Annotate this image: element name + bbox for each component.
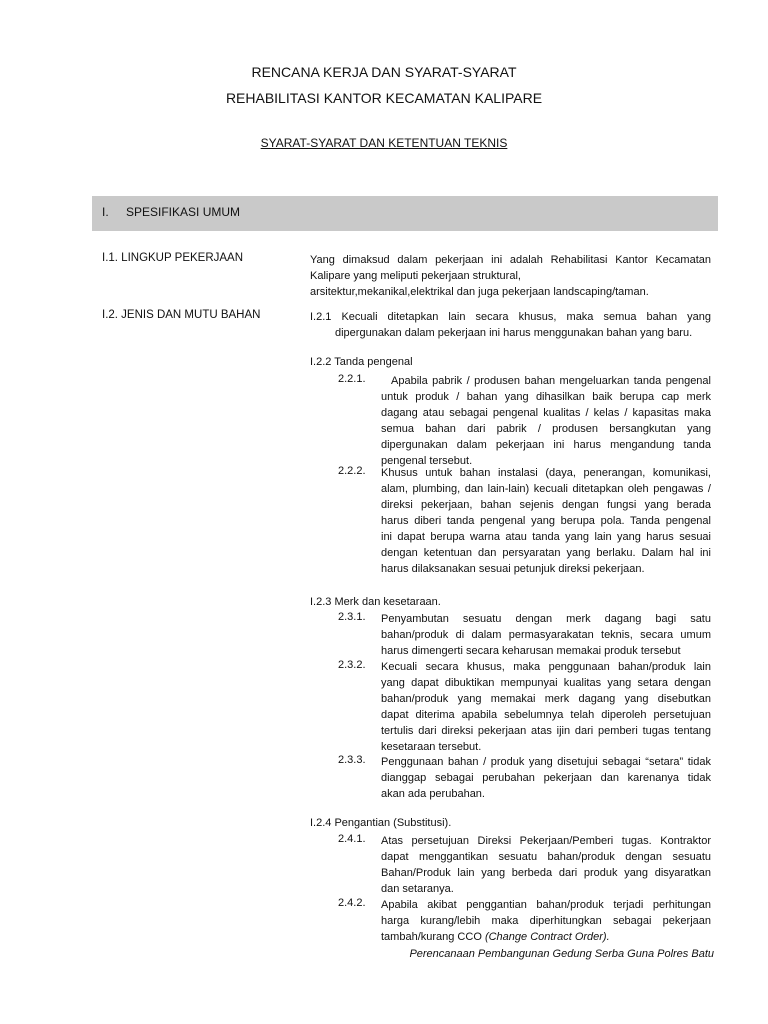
i221-line: Apabila pabrik / produsen bahan mengeluarkan tanda pengenal: [391, 375, 711, 387]
lingkup-line-3: arsitektur,mekanikal,elektrikal dan juga pekerjaan landscaping/taman.: [310, 286, 649, 298]
i21-line-2: dipergunakan dalam pekerjaan ini harus menggunakan bahan yang baru.: [335, 327, 693, 339]
i233-line: akan ada perubahan.: [381, 788, 485, 800]
i232-line: Kecuali secara khusus, maka penggunaan bahan/produk lain: [381, 661, 711, 673]
i241-line: dan setaranya.: [381, 883, 454, 895]
i241-line: Bahan/Produk lain yang berbeda dari produk yang disyaratkan: [381, 867, 711, 879]
i232-number: 2.3.2.: [338, 659, 366, 671]
i231-line: Penyambutan sesuatu dengan merk dagang bagi satu: [381, 613, 711, 625]
i242-paragraph: [381, 897, 711, 945]
section-title: SPESIFIKASI UMUM: [126, 205, 241, 219]
i221-line: pengenal tersebut.: [381, 455, 473, 467]
i232-line: tertulis dari direksi pekerjaan atas ijin dari pemberi tugas tentang: [381, 725, 711, 737]
i231-line: bahan/produk di dalam permasyarakatan teknis, secara umum: [381, 629, 711, 641]
i242-last-plain: tambah/kurang CCO: [381, 931, 485, 943]
i222-paragraph: [381, 465, 711, 577]
i221-number: 2.2.1.: [338, 373, 366, 385]
i222-line: ini dapat berupa warna atau tanda yang lain yang harus sesuai: [381, 531, 711, 543]
i222-line: dengan ketentuan dan persyaratan yang berlaku. Dalam hal ini: [381, 547, 711, 559]
lingkup-line-2: Kalipare yang meliputi pekerjaan struktural,: [310, 270, 521, 282]
i222-line: harus diberi tanda pengenal yang berupa pola. Tanda pengenal: [381, 515, 711, 527]
i242-last-italic: (Change Contract Order).: [484, 931, 610, 943]
i221-line: semua bahan dari pabrik / produsen bersangkutan yang: [381, 423, 711, 435]
i232-line: kesetaraan tersebut.: [381, 741, 482, 753]
i233-paragraph: [381, 754, 711, 802]
i221-line: dagang atau sebagai pengenal kualitas / kelas / kapasitas maka: [381, 407, 711, 419]
i242-line: Apabila akibat penggantian bahan/produk terjadi perhitungan: [381, 899, 711, 911]
i22-heading: I.2.2 Tanda pengenal: [310, 356, 413, 368]
lingkup-label: I.1. LINGKUP PEKERJAAN: [102, 252, 244, 264]
jenis-label: I.2. JENIS DAN MUTU BAHAN: [102, 309, 261, 321]
section-heading: SYARAT-SYARAT DAN KETENTUAN TEKNIS: [260, 136, 508, 150]
i222-line: Khusus untuk bahan instalasi (daya, penerangan, komunikasi,: [381, 467, 711, 479]
page-footer: Perencanaan Pembangunan Gedung Serba Guna Polres Batu: [409, 948, 714, 960]
i221-line: dipergunakan dalam pekerjaan ini harus mengandung tanda: [381, 439, 711, 451]
i232-paragraph: [381, 659, 711, 755]
i232-line: yang dapat dibuktikan mempunyai kualitas yang setara dengan: [381, 677, 711, 689]
document-title: RENCANA KERJA DAN SYARAT-SYARAT: [251, 64, 517, 80]
i221-paragraph: [381, 373, 711, 469]
i232-line: bahan/produk yang memakai merk dagang yang disebutkan: [381, 693, 711, 705]
i231-line: harus dimengerti secara keharusan memakai produk tersebut: [381, 645, 681, 657]
i242-line: harga kurang/lebih maka diperhitungkan sebagai pekerjaan: [381, 915, 711, 927]
i233-line: Penggunaan bahan / produk yang disetujui sebagai “setara” tidak: [381, 756, 711, 768]
i241-line: dapat menggantikan sesuatu bahan/produk dengan sesuatu: [381, 851, 711, 863]
i241-number: 2.4.1.: [338, 833, 366, 845]
i222-line: direksi pekerjaan, bahan sejenis dengan fungsi yang berada: [381, 499, 711, 511]
i231-paragraph: [381, 611, 711, 659]
i231-number: 2.3.1.: [338, 611, 366, 623]
i24-heading: I.2.4 Pengantian (Substitusi).: [310, 817, 452, 829]
i222-line: harus dilaksanakan sesuai petunjuk direksi pekerjaan.: [381, 563, 645, 575]
project-title: REHABILITASI KANTOR KECAMATAN KALIPARE: [225, 90, 543, 106]
lingkup-line-1: Yang dimaksud dalam pekerjaan ini adalah Rehabilitasi Kantor Kecamatan: [310, 254, 711, 266]
i232-line: dapat diterima apabila sebelumnya telah diperoleh persetujuan: [381, 709, 711, 721]
section-number: I.: [102, 205, 109, 219]
i221-line: untuk produk / bahan yang dihasilkan baik berupa cap merk: [381, 391, 711, 403]
section-header-bar: [92, 196, 718, 231]
i21-line-1: I.2.1 Kecuali ditetapkan lain secara khusus, maka semua bahan yang: [310, 311, 711, 323]
i222-number: 2.2.2.: [338, 465, 366, 477]
i233-number: 2.3.3.: [338, 754, 366, 766]
i233-line: dianggap sebagai perubahan pekerjaan dan karenanya tidak: [381, 772, 711, 784]
i241-paragraph: [381, 833, 711, 897]
i241-line: Atas persetujuan Direksi Pekerjaan/Pemberi tugas. Kontraktor: [381, 835, 711, 847]
i242-number: 2.4.2.: [338, 897, 366, 909]
i222-line: alam, plumbing, dan lain-lain) kecuali ditetapkan oleh pengawas /: [381, 483, 711, 495]
i242-last-line: [381, 929, 711, 945]
i23-heading: I.2.3 Merk dan kesetaraan.: [310, 596, 441, 608]
